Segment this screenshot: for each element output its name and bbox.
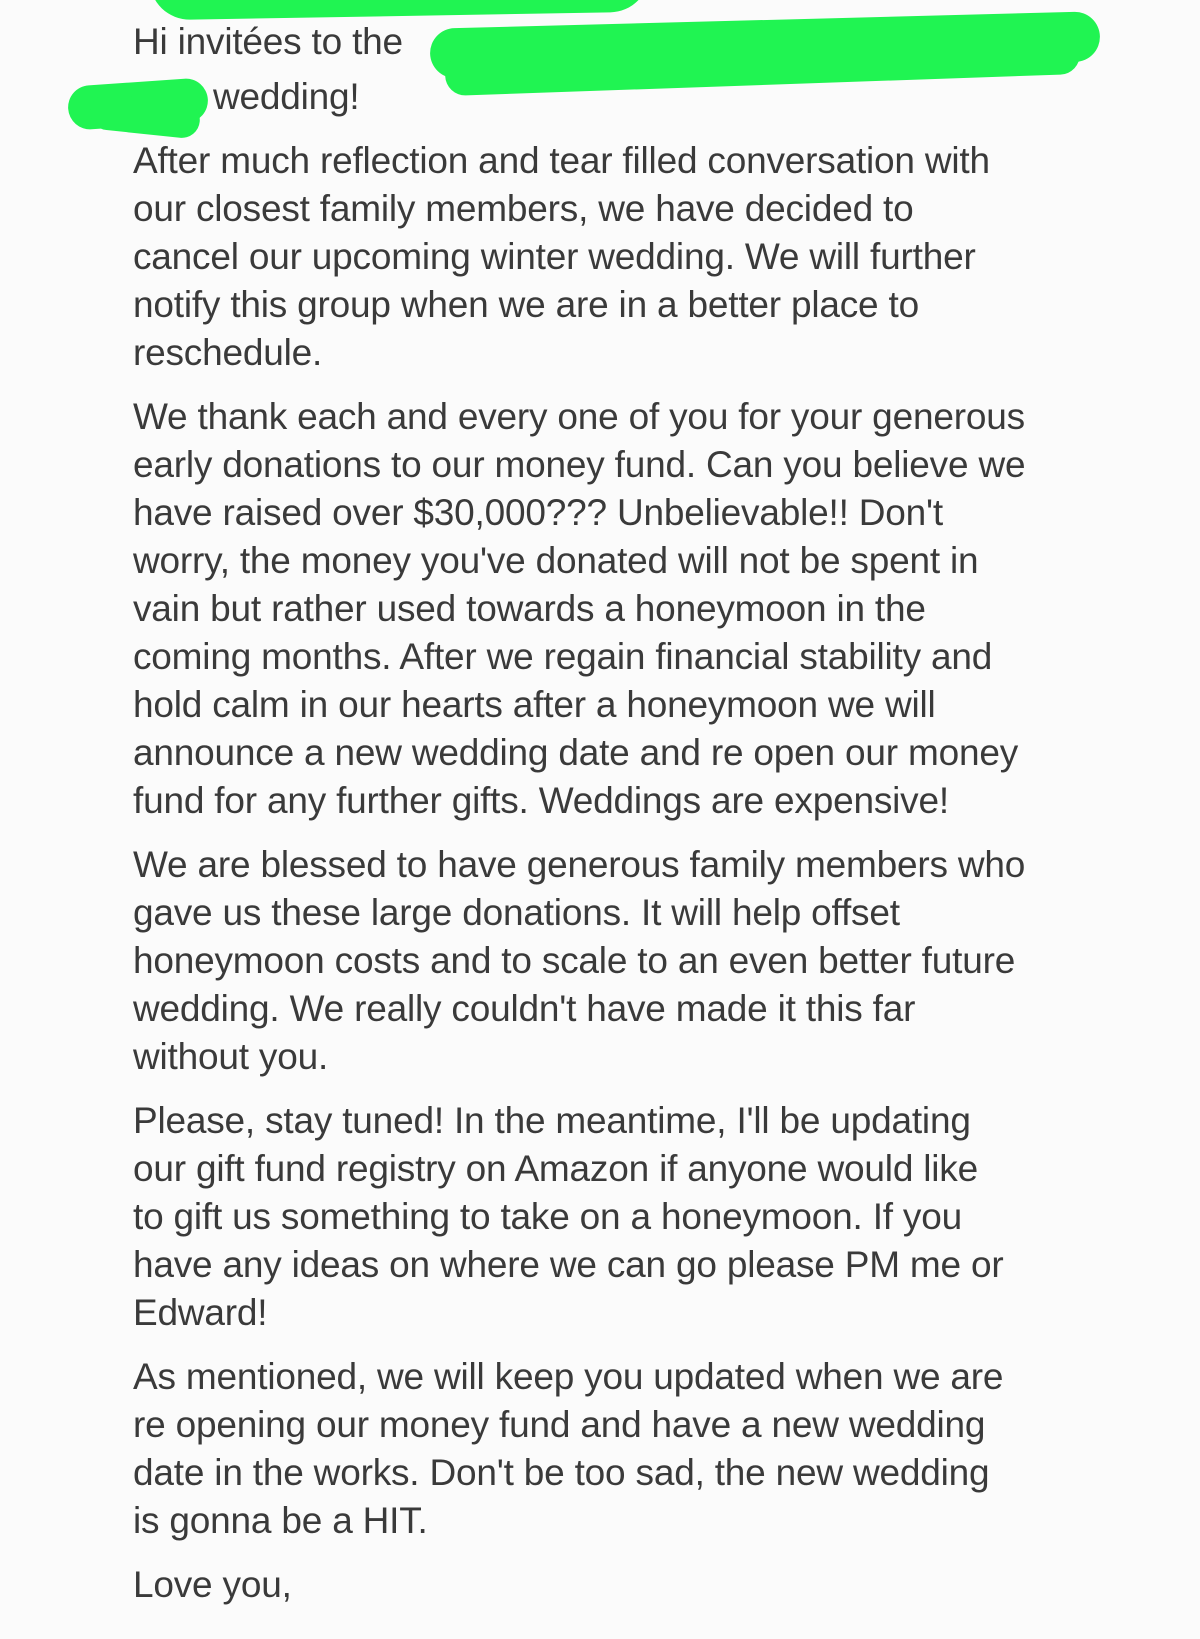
paragraph-line: worry, the money you've donated will not be spent in — [133, 540, 979, 581]
paragraph-line: have any ideas on where we can go please PM me or — [133, 1244, 1004, 1285]
paragraph-line: notify this group when we are in a better place to — [133, 284, 919, 325]
paragraph-line: have raised over $30,000??? Unbelievable!! Don't — [133, 492, 943, 533]
paragraph-line: announce a new wedding date and re open our money — [133, 732, 1019, 773]
message-paragraph — [133, 841, 1133, 1081]
paragraph-line: is gonna be a HIT. — [133, 1500, 428, 1541]
closing-line: Love you, — [133, 1564, 292, 1605]
paragraph-line: As mentioned, we will keep you updated when we are — [133, 1356, 1004, 1397]
paragraph-line: gave us these large donations. It will help offset — [133, 892, 900, 933]
message-paragraph — [133, 393, 1133, 825]
message-body — [133, 18, 1133, 1625]
paragraph-line: to gift us something to take on a honeymoon. If you — [133, 1196, 962, 1237]
greeting-line: Hi invitées to the — [133, 21, 403, 62]
paragraph-line: Please, stay tuned! In the meantime, I'll be updating — [133, 1100, 971, 1141]
paragraph-line: honeymoon costs and to scale to an even better future — [133, 940, 1016, 981]
message-paragraph — [133, 137, 1133, 377]
paragraph-line: vain but rather used towards a honeymoon in the — [133, 588, 926, 629]
paragraph-line: fund for any further gifts. Weddings are expensive! — [133, 780, 949, 821]
paragraph-line: cancel our upcoming winter wedding. We will further — [133, 236, 976, 277]
greeting-line: wedding! — [213, 76, 360, 117]
message-paragraph — [133, 1353, 1133, 1545]
paragraph-line: reschedule. — [133, 332, 323, 373]
paragraph-line: Edward! — [133, 1292, 268, 1333]
paragraph-line: re opening our money fund and have a new wedding — [133, 1404, 986, 1445]
message-paragraph — [133, 1097, 1133, 1337]
paragraph-line: After much reflection and tear filled conversation with — [133, 140, 990, 181]
closing — [133, 1561, 1133, 1609]
paragraph-line: We thank each and every one of you for your generous — [133, 396, 1025, 437]
paragraph-line: hold calm in our hearts after a honeymoon we will — [133, 684, 936, 725]
message-paragraphs — [133, 137, 1133, 1545]
paragraph-line: date in the works. Don't be too sad, the new wedding — [133, 1452, 990, 1493]
paragraph-line: our closest family members, we have decided to — [133, 188, 914, 229]
greeting — [133, 18, 1133, 121]
paragraph-line: wedding. We really couldn't have made it this far — [133, 988, 916, 1029]
paragraph-line: our gift fund registry on Amazon if anyone would like — [133, 1148, 978, 1189]
paragraph-line: without you. — [133, 1036, 329, 1077]
paragraph-line: We are blessed to have generous family members who — [133, 844, 1026, 885]
paragraph-line: coming months. After we regain financial stability and — [133, 636, 993, 677]
paragraph-line: early donations to our money fund. Can you believe we — [133, 444, 1026, 485]
